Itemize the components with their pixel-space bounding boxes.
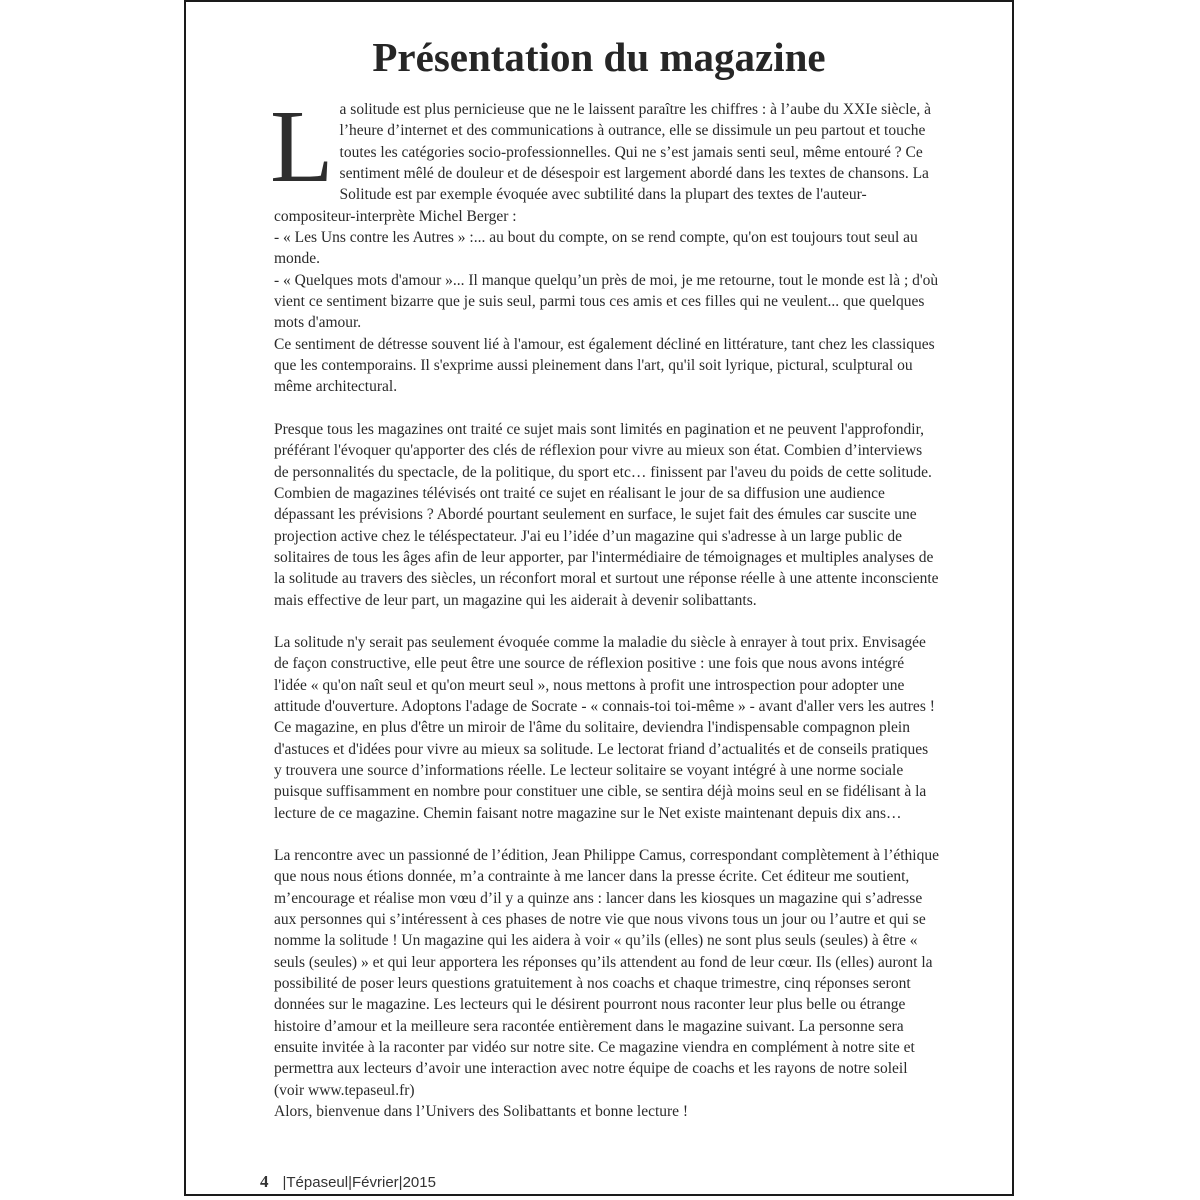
quote-les-uns-contre-les-autres: - « Les Uns contre les Autres » :... au bout du compte, on se rend compte, qu'on est toujours tout seul au monde.: [274, 229, 918, 268]
paragraph-magazines: Presque tous les magazines ont traité ce sujet mais sont limités en pagination et ne peuvent l'approfondir, préférant l'évoquer qu'apporter des clés de réflexion pour vivre au mieux son état. Combien d’interviews de personnalités du spectacle, de la politique, du sport etc… finissent par l'aveu du poids de cette solitude. Combien de magazines télévisés ont traité ce sujet en réalisant le jour de sa diffusion une audience dépassant les prévisions ? Abordé pourtant seulement en surface, le sujet fait des émules car suscite une projection active chez le téléspectateur. J'ai eu l’idée d’un magazine qui s'adresse à un large public de solitaires de tous les âges afin de leur apporter, par l'intermédiaire de témoignages et multiples analyses de la solitude au travers des siècles, un réconfort moral et surtout une réponse réelle à une attente inconsciente mais effective de leur part, un magazine qui les aiderait à devenir solibattants.: [274, 420, 939, 609]
paragraph-spacer: [274, 611, 939, 632]
quote-quelques-mots-d-amour: - « Quelques mots d'amour »... Il manque quelqu’un près de moi, je me retourne, tout le monde est là ; d'où vient ce sentiment bizarre que je suis seul, parmi tous ces amis et ces filles qui ne veulent... que quelques mots d'amour.: [274, 271, 939, 332]
paragraph-spacer: [274, 824, 939, 845]
magazine-page: [184, 0, 1014, 1196]
page-footer: [260, 1172, 436, 1192]
page-number: 4: [260, 1172, 269, 1191]
paragraph-detresse: Ce sentiment de détresse souvent lié à l'amour, est également décliné en littérature, tant chez les classiques que les contemporains. Il s'exprime aussi pleinement dans l'art, qu'il soit lyrique, pictural, sculptural ou même architectural.: [274, 335, 935, 396]
paragraph-closing: Alors, bienvenue dans l’Univers des Solibattants et bonne lecture !: [274, 1103, 689, 1121]
drop-cap: L: [270, 89, 334, 204]
paragraph-spacer: [274, 398, 939, 419]
article-body: [270, 89, 939, 1122]
paragraph-intro-text: a solitude est plus pernicieuse que ne le laissent paraître les chiffres : à l’aube du XXIe siècle, à l’heure d’internet et des communications à outrance, elle se dissimule un peu partout et touche toutes les catégories socio-professionnelles. Qui ne s’est jamais senti seul, même entouré ? Ce sentiment mêlé de douleur et de désespoir est largement abordé dans les textes de chansons. La Solitude est par exemple évoquée avec subtilité dans la plupart des textes de l'auteur-compositeur-interprète Michel Berger :: [274, 101, 932, 225]
page-title: Présentation du magazine: [372, 34, 826, 80]
running-head: |Tépaseul|Février|2015: [282, 1174, 436, 1191]
paragraph-rencontre: La rencontre avec un passionné de l’édition, Jean Philippe Camus, correspondant complètement à l’éthique que nous nous étions donnée, m’a contrainte à me lancer dans la presse écrite. Cet éditeur me soutient, m’encourage et réalise mon vœu d’il y a quinze ans : lancer dans les kiosques un magazine qui s’adresse aux personnes qui s’intéressent à ces phases de notre vie que nous vivons tous un jour ou l’autre et qui se nomme la solitude ! Un magazine qui les aidera à voir « qu’ils (elles) ne sont plus seuls (seules) à être « seuls (seules) » et qui leur apportera les réponses qu’ils attendent au fond de leur cœur. Ils (elles) auront la possibilité de poser leurs questions gratuitement à nos coachs et chaque trimestre, cinq réponses seront données sur le magazine. Les lecteurs qui le désirent pourront nous raconter leur plus belle ou étrange histoire d’amour et la meilleure sera racontée entièrement dans le magazine suivant. La personne sera ensuite invitée à la raconter par vidéo sur notre site. Ce magazine viendra en complément à notre site et permettra aux lecteurs d’avoir une interaction avec notre équipe de coachs et les rayons de notre soleil (voir www.tepaseul.fr): [274, 847, 939, 1099]
paragraph-solitude: La solitude n'y serait pas seulement évoquée comme la maladie du siècle à enrayer à tout prix. Envisagée de façon constructive, elle peut être une source de réflexion positive : une fois que nous avons intégré l'idée « qu'on naît seul et qu'on meurt seul », nous mettons à profit une introspection pour adopter une attitude d'ouverture. Adoptons l'adage de Socrate - « connais-toi toi-même » - avant d'aller vers les autres ! Ce magazine, en plus d'être un miroir de l'âme du solitaire, deviendra l'indispensable compagnon plein d'astuces et d'idées pour vivre au mieux sa solitude. Le lectorat friand d’actualités et de conseils pratiques y trouvera une source d’informations réelle. Le lecteur solitaire se voyant intégré à une norme sociale puisque suffisamment en nombre pour constituer une cible, se sentira déjà moins seul en se fidélisant à la lecture de ce magazine. Chemin faisant notre magazine sur le Net existe maintenant depuis dix ans…: [274, 633, 935, 822]
paragraph-intro: [270, 89, 939, 227]
